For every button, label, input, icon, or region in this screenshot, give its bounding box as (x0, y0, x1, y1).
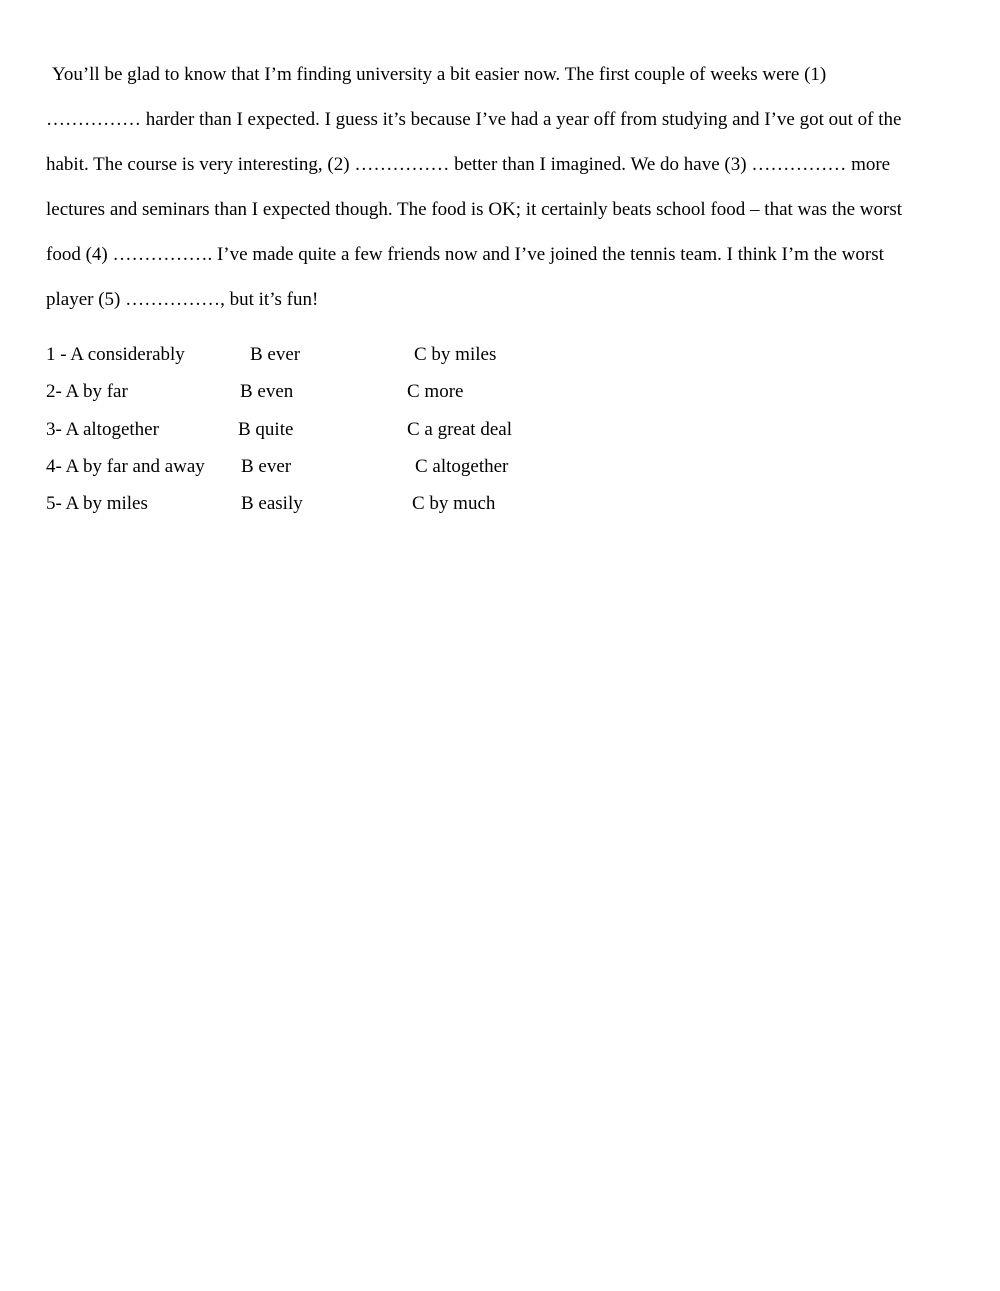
option-4-a: 4- A by far and away (46, 455, 205, 477)
option-1-c: C by miles (414, 344, 497, 365)
option-5-b: B easily (241, 493, 303, 515)
answer-options (46, 336, 646, 522)
option-5-a: 5- A by miles (46, 493, 148, 515)
passage-line-6: player (5) ……………, but it’s fun! (46, 289, 319, 310)
passage-line-1: You’ll be glad to know that I’m finding university a bit easier now. The first couple of weeks were (1) (52, 64, 827, 85)
option-1-b: B ever (250, 344, 301, 365)
option-4-b: B ever (241, 455, 292, 477)
option-row-2 (46, 373, 646, 410)
option-3-a: 3- A altogether (46, 418, 159, 440)
passage-line-4: lectures and seminars than I expected though. The food is OK; it certainly beats school food – that was the worst (46, 199, 903, 220)
passage-line-5: food (4) ……………. I’ve made quite a few friends now and I’ve joined the tennis team. I think I’m the worst (46, 244, 884, 265)
option-row-1 (46, 336, 646, 373)
option-row-5 (46, 485, 646, 522)
option-4-c: C altogether (415, 455, 509, 477)
option-3-b: B quite (238, 418, 294, 440)
option-5-c: C by much (412, 493, 496, 515)
option-2-b: B even (240, 381, 294, 403)
option-1-a: 1 - A considerably (46, 344, 185, 365)
passage (46, 52, 946, 322)
passage-line-2: …………… harder than I expected. I guess it’s because I’ve had a year off from studying and I’ve got out of the (46, 109, 902, 130)
option-2-a: 2- A by far (46, 381, 128, 403)
option-2-c: C more (407, 381, 464, 403)
option-row-4 (46, 448, 646, 485)
passage-line-3: habit. The course is very interesting, (2) …………… better than I imagined. We do have (3) …………… more (46, 154, 891, 175)
option-row-3 (46, 411, 646, 448)
option-3-c: C a great deal (407, 418, 512, 440)
